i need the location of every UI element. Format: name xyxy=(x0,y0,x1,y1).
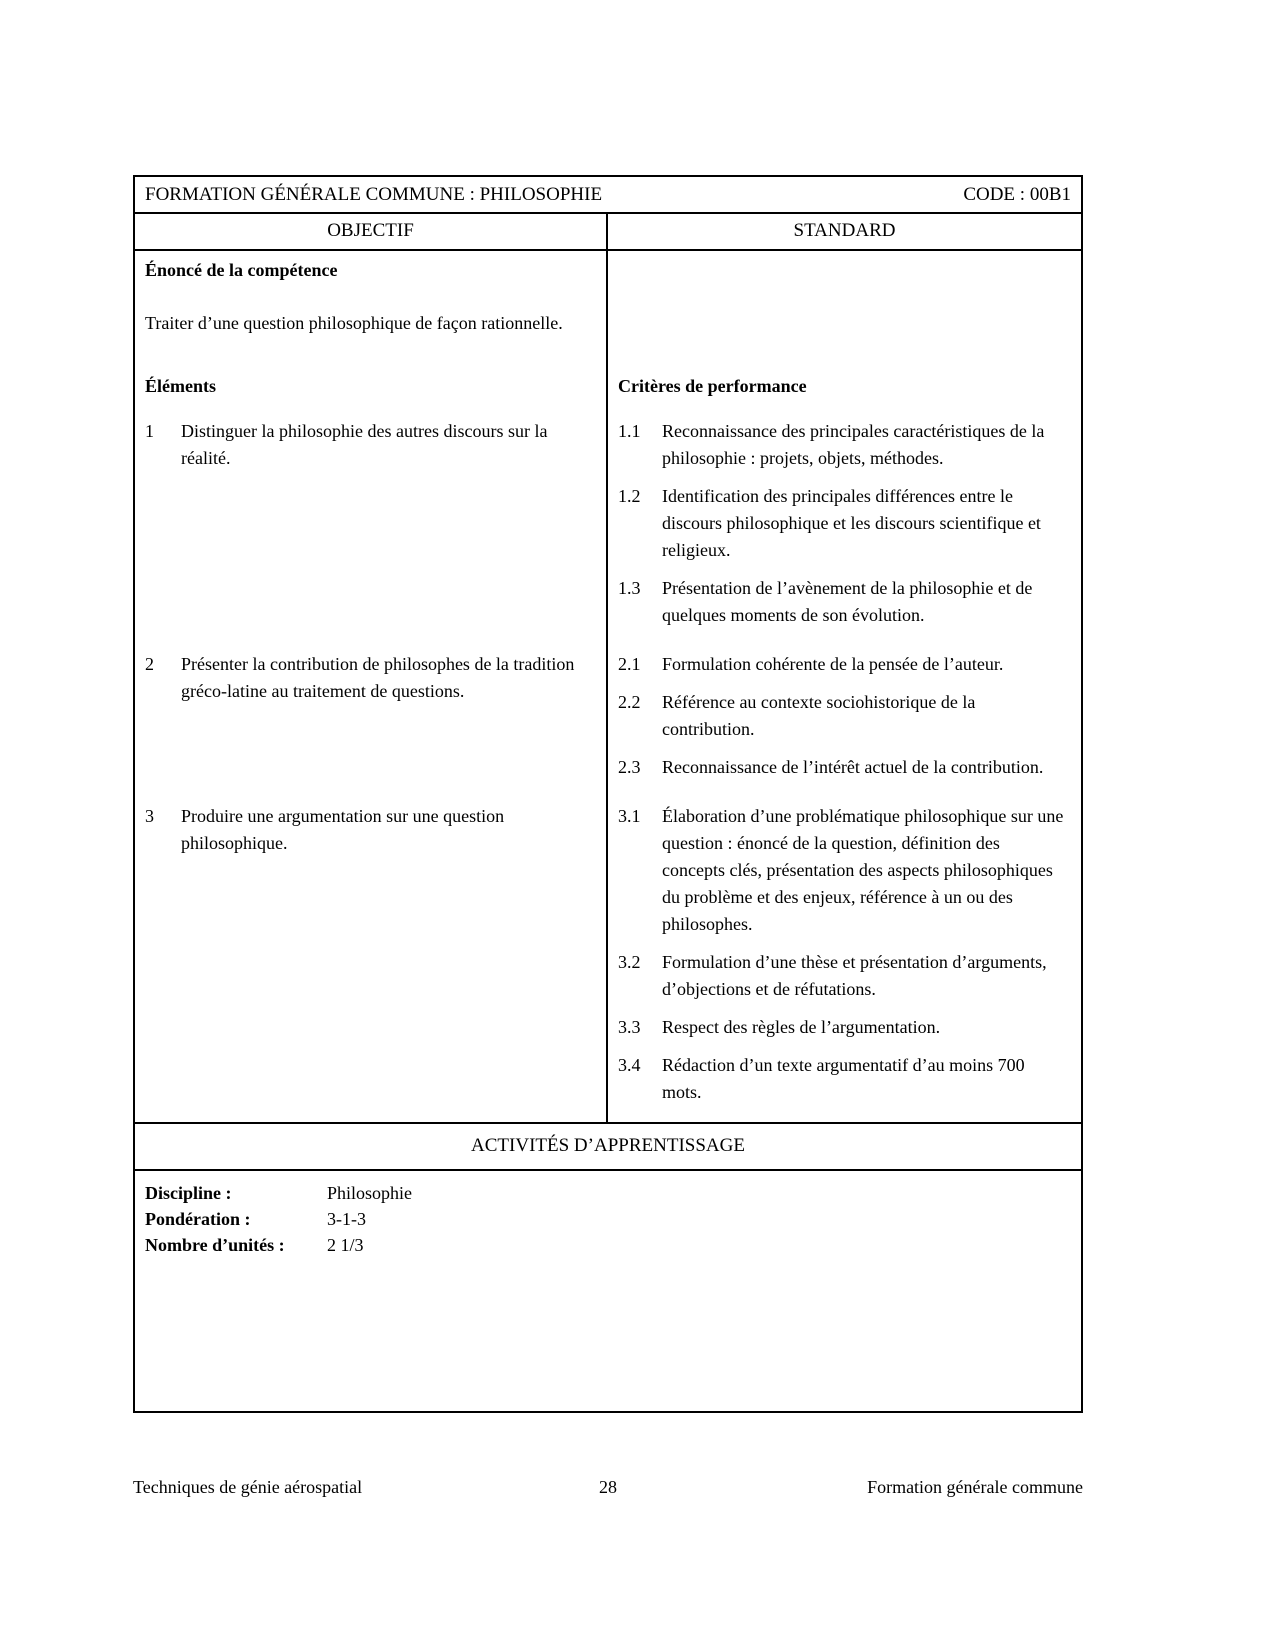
element-item xyxy=(145,803,592,857)
element-number: 1 xyxy=(145,421,154,441)
activities-header: ACTIVITÉS D’APPRENTISSAGE xyxy=(135,1122,1081,1171)
criterion-item xyxy=(618,689,1067,743)
criterion-number: 2.3 xyxy=(618,757,641,777)
ponderation-label: Pondération : xyxy=(145,1209,251,1230)
criterion-number: 1.3 xyxy=(618,578,641,598)
criterion-item xyxy=(618,575,1067,629)
discipline-value: Philosophie xyxy=(327,1183,413,1203)
element-item xyxy=(145,651,592,705)
enonce-text: Traiter d’une question philosophique de façon rationnelle. xyxy=(145,313,563,333)
enonce-section xyxy=(135,251,608,367)
criterion-text: Élaboration d’une problématique philosophique sur une question : énoncé de la question, définition des concepts clés, présentation des aspects philosophiques du problème et des enjeux, référence à un ou des philosophes. xyxy=(662,806,1064,934)
criterion-item xyxy=(618,754,1067,781)
objectif-column-header: OBJECTIF xyxy=(135,214,608,249)
criterion-number: 2.1 xyxy=(618,654,641,674)
criterion-item xyxy=(618,651,1067,678)
element-text: Présenter la contribution de philosophes de la tradition gréco-latine au traitement de questions. xyxy=(181,654,575,701)
element-number: 2 xyxy=(145,654,154,674)
criterion-text: Respect des règles de l’argumentation. xyxy=(662,1017,941,1037)
criterion-item xyxy=(618,949,1067,1003)
element-cell-3 xyxy=(135,797,608,1122)
enonce-title: Énoncé de la compétence xyxy=(145,260,338,280)
criterion-number: 1.1 xyxy=(618,421,641,441)
criterion-item xyxy=(618,483,1067,564)
ponderation-value: 3-1-3 xyxy=(327,1209,366,1230)
standard-column-header: STANDARD xyxy=(793,220,896,241)
unites-field xyxy=(145,1232,1071,1258)
criterion-text: Reconnaissance des principales caractéristiques de la philosophie : projets, objets, méthodes. xyxy=(662,421,1045,468)
criterion-text: Rédaction d’un texte argumentatif d’au moins 700 mots. xyxy=(662,1055,1025,1102)
elements-title: Éléments xyxy=(145,376,216,396)
footer-page-number: 28 xyxy=(599,1477,617,1497)
criterion-text: Référence au contexte sociohistorique de la contribution. xyxy=(662,692,976,739)
criterion-number: 3.4 xyxy=(618,1055,641,1075)
criteria-cell-2 xyxy=(608,645,1081,797)
criterion-number: 2.2 xyxy=(618,692,641,712)
program-title: FORMATION GÉNÉRALE COMMUNE : PHILOSOPHIE xyxy=(145,184,603,205)
criterion-item xyxy=(618,418,1067,472)
criterion-item xyxy=(618,803,1067,938)
course-description-table xyxy=(133,175,1083,1413)
footer-section-name: Formation générale commune xyxy=(867,1477,1083,1497)
criterion-item xyxy=(618,1052,1067,1106)
discipline-section xyxy=(135,1171,1081,1411)
criterion-item xyxy=(618,1014,1067,1041)
criteria-cell-3 xyxy=(608,797,1081,1122)
elements-title-cell xyxy=(135,367,608,412)
criterion-number: 3.2 xyxy=(618,952,641,972)
discipline-field xyxy=(145,1180,1071,1206)
criterion-text: Identification des principales différences entre le discours philosophique et les discours scientifique et religieux. xyxy=(662,486,1041,560)
discipline-label: Discipline : xyxy=(145,1183,232,1203)
table-title-row xyxy=(135,177,1081,214)
criterion-number: 1.2 xyxy=(618,486,641,506)
criterion-text: Formulation d’une thèse et présentation d’arguments, d’objections et de réfutations. xyxy=(662,952,1047,999)
element-item xyxy=(145,418,592,472)
standard-empty-space xyxy=(608,251,1081,367)
criteres-title: Critères de performance xyxy=(618,376,807,396)
criteres-title-cell xyxy=(608,367,1081,412)
element-cell-1 xyxy=(135,412,608,645)
element-text: Distinguer la philosophie des autres discours sur la réalité. xyxy=(181,421,548,468)
criterion-text: Reconnaissance de l’intérêt actuel de la contribution. xyxy=(662,757,1044,777)
table-body xyxy=(135,251,1081,1122)
element-text: Produire une argumentation sur une question philosophique. xyxy=(181,806,505,853)
column-headers-row xyxy=(135,214,1081,251)
unites-value: 2 1/3 xyxy=(327,1235,364,1256)
course-code: CODE : 00B1 xyxy=(963,184,1071,205)
criterion-number: 3.3 xyxy=(618,1017,641,1037)
criterion-text: Présentation de l’avènement de la philosophie et de quelques moments de son évolution. xyxy=(662,578,1033,625)
footer-program-name: Techniques de génie aérospatial xyxy=(133,1477,363,1497)
element-cell-2 xyxy=(135,645,608,797)
criteria-cell-1 xyxy=(608,412,1081,645)
unites-label: Nombre d’unités : xyxy=(145,1235,285,1256)
element-number: 3 xyxy=(145,806,154,826)
page-footer xyxy=(133,1477,1083,1498)
ponderation-field xyxy=(145,1206,1071,1232)
criterion-text: Formulation cohérente de la pensée de l’auteur. xyxy=(662,654,1004,674)
criterion-number: 3.1 xyxy=(618,806,641,826)
